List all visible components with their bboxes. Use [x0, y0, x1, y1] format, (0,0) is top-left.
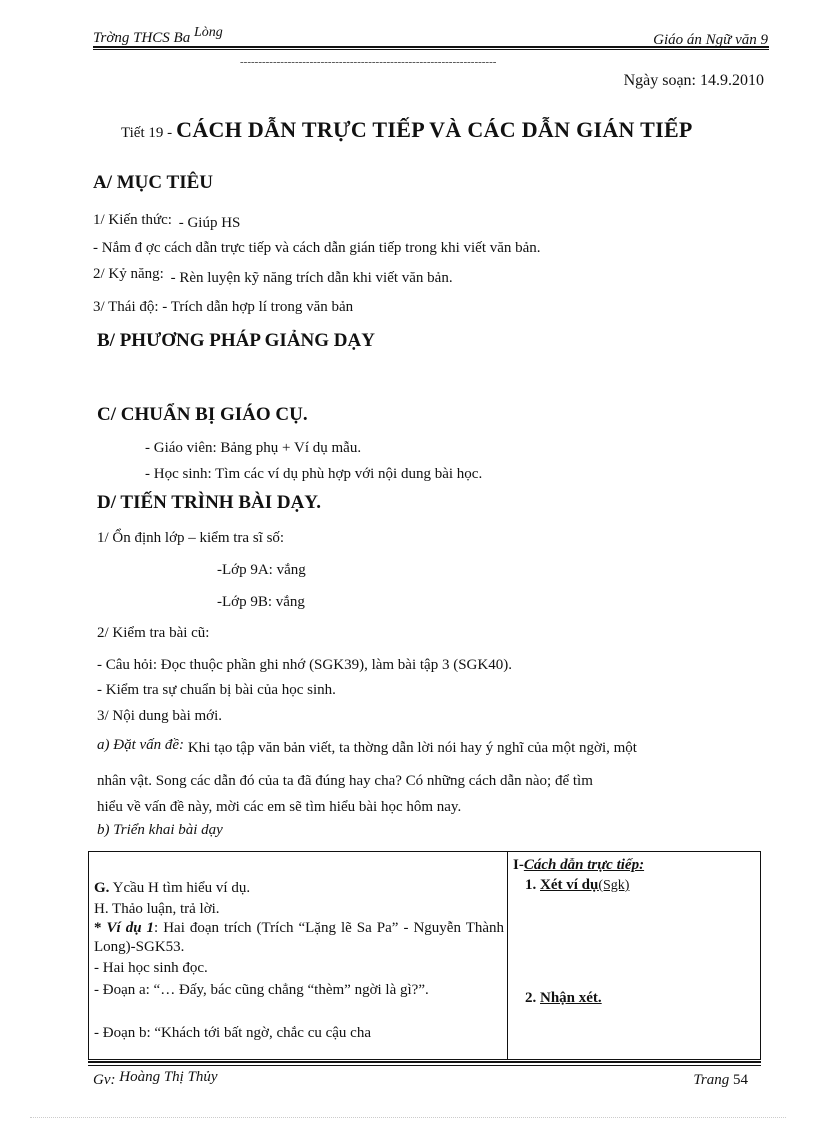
school-prefix: Trờng THCS Ba [93, 30, 191, 46]
skill-label: 2/ Kỷ năng: [93, 266, 164, 282]
section-a-heading: A/ MỤC TIÊU [93, 172, 213, 193]
item2-text: Nhận xét. [540, 990, 602, 1006]
header-subject: Giáo án Ngữ văn 9 [653, 32, 768, 48]
table-column-divider [507, 852, 508, 1059]
header-rule-thin [93, 49, 769, 50]
skill-text: - Rèn luyện kỹ năng trích dẫn khi viết văn bản. [170, 270, 453, 286]
page-label: Trang [693, 1072, 730, 1088]
section-a-line-2: - Nắm đ ợc cách dẫn trực tiếp và cách dẫn gián tiếp trong khi viết văn bản. [93, 240, 541, 256]
section-c-line-2: - Học sinh: Tìm các ví dụ phù hợp với nội dung bài học. [145, 466, 483, 482]
g-text: Ycầu H tìm hiểu ví dụ. [112, 880, 251, 896]
section-d-line-3: -Lớp 9B: vắng [217, 594, 305, 610]
title-prefix: Tiết 19 - [121, 125, 173, 141]
footer-page [693, 1072, 748, 1089]
teacher-label: Gv: [93, 1072, 116, 1088]
table-left-example [94, 919, 504, 957]
intro-line-2: nhân vật. Song các dẫn đó của ta đã đúng hay cha? Có những cách dẫn nào; để tìm [97, 773, 593, 789]
section-d-line-2: -Lớp 9A: vắng [217, 562, 306, 578]
intro-text-1: Khi tạo tập văn bản viết, ta thờng dẫn lời nói hay ý nghĩ của một ngời, một [187, 740, 637, 756]
section-d-line-6: - Kiểm tra sự chuẩn bị bài của học sinh. [97, 682, 336, 698]
lesson-title [121, 117, 693, 143]
intro-line-3: hiểu về vấn đề này, mời các em sẽ tìm hiểu bài học hôm nay. [97, 799, 462, 815]
g-label: G. [94, 880, 110, 896]
header-dashes: ---------------------------------------------------------------------- [240, 56, 497, 68]
intro-line-1 [97, 737, 637, 757]
lesson-table [88, 851, 761, 1060]
item1-suffix: (Sgk) [598, 878, 630, 893]
knowledge-label: 1/ Kiến thức: [93, 212, 172, 228]
school-suffix: Lòng [193, 25, 223, 40]
title-main: CÁCH DẪN TRỰC TIẾP VÀ CÁC DẪN GIÁN TIẾP [176, 117, 693, 142]
sub-section-b: b) Triển khai bài dạy [97, 822, 223, 838]
example-text: : Hai đoạn trích (Trích “Lặng lẽ Sa Pa” - Nguyễn Thành Long)-SGK53. [94, 920, 505, 955]
section-d-line-1: 1/ Ổn định lớp – kiểm tra sĩ số: [97, 530, 285, 546]
table-right-item-1 [525, 877, 629, 894]
teacher-name: Hoàng Thị Thủy [119, 1069, 218, 1085]
prep-date: Ngày soạn: 14.9.2010 [623, 72, 764, 89]
table-left-doan-b: - Đoạn b: “Khách tới bất ngờ, chắc cu cậu cha [94, 1025, 371, 1041]
section-c-line-1: - Giáo viên: Bảng phụ + Ví dụ mẫu. [145, 440, 362, 456]
example-star: * [94, 920, 102, 936]
header-rule [93, 46, 769, 48]
section-b-heading: B/ PHƯƠNG PHÁP GIẢNG DẠY [97, 330, 375, 351]
section-d-line-7: 3/ Nội dung bài mới. [97, 708, 223, 724]
item2-num: 2. [525, 990, 537, 1006]
item1-text: Xét ví dụ [540, 877, 599, 893]
example-label: Ví dụ 1 [106, 920, 155, 936]
section-d-line-5: - Câu hỏi: Đọc thuộc phần ghi nhớ (SGK39), làm bài tập 3 (SGK40). [97, 657, 512, 673]
table-right-item-2 [525, 990, 602, 1007]
page-bottom-border [30, 1117, 786, 1118]
table-right-heading [513, 857, 644, 874]
table-left-h: H. Thảo luận, trả lời. [94, 901, 220, 917]
footer-teacher [93, 1069, 218, 1086]
knowledge-text: - Giúp HS [178, 215, 241, 231]
section-d-line-4: 2/ Kiểm tra bài cũ: [97, 625, 210, 641]
section-a-line-1 [93, 212, 240, 229]
footer-rule [88, 1061, 761, 1063]
heading-text: Cách dẫn trực tiếp: [523, 857, 645, 873]
table-left-g [94, 879, 504, 898]
section-a-line-4: 3/ Thái độ: - Trích dẫn hợp lí trong văn bản [93, 299, 354, 315]
header-school [93, 25, 223, 47]
intro-label: a) Đặt vấn đề: [97, 737, 185, 753]
heading-prefix: I- [513, 857, 524, 873]
section-d-heading: D/ TIẾN TRÌNH BÀI DẠY. [97, 492, 322, 513]
table-left-read: - Hai học sinh đọc. [94, 960, 208, 976]
footer-rule-thin [88, 1065, 761, 1066]
section-c-heading: C/ CHUẨN BỊ GIÁO CỤ. [97, 404, 308, 425]
section-a-line-3 [93, 266, 453, 286]
item1-num: 1. [525, 877, 537, 893]
page-number: 54 [733, 1072, 748, 1088]
table-left-doan-a: - Đoạn a: “… Đấy, bác cũng chẳng “thèm” ngời là gì?”. [94, 982, 429, 998]
